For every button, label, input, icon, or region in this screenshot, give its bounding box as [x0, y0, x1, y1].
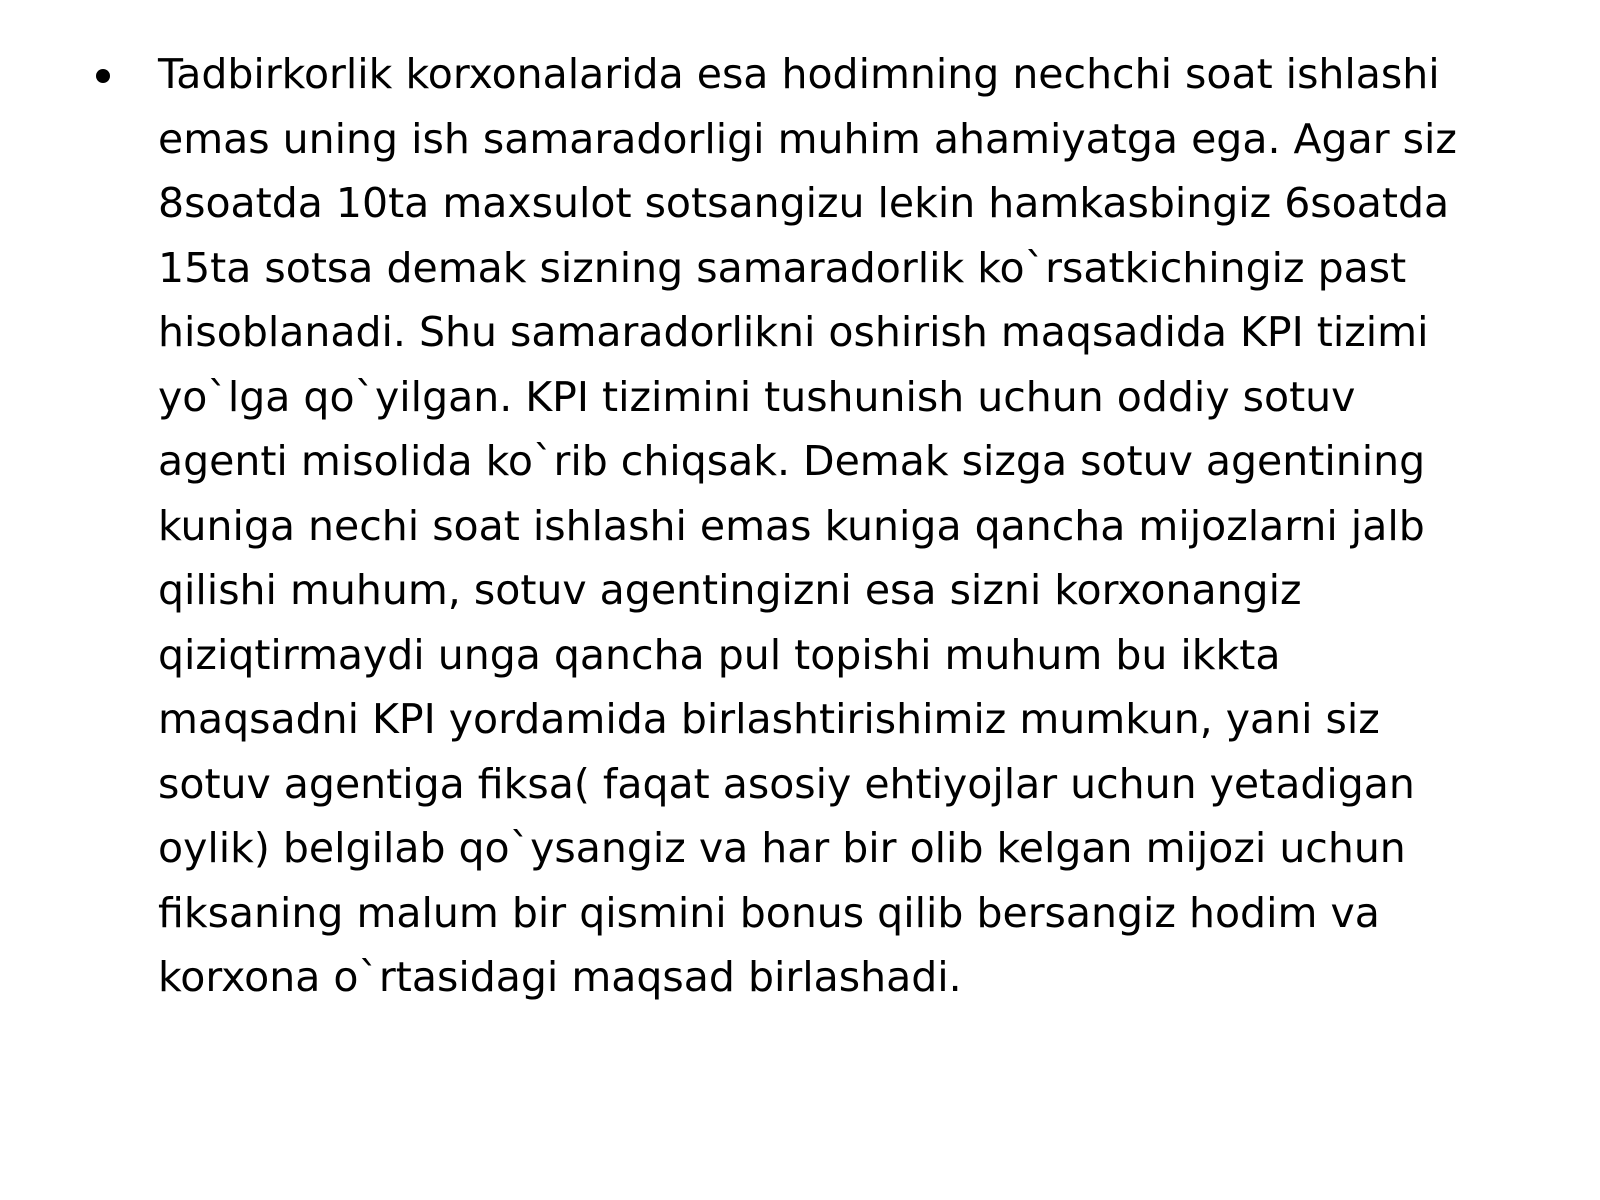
bullet-item [92, 42, 1552, 1010]
paragraph-line: korxona o`rtasidagi maqsad birlashadi. [158, 953, 962, 1001]
paragraph-line: emas uning ish samaradorligi muhim ahamiyatga ega. Agar siz [158, 114, 1457, 163]
paragraph-line: kuniga nechi soat ishlashi emas kuniga qancha mijozlarni jalb [158, 501, 1425, 550]
paragraph-line: sotuv agentiga fiksa( faqat asosiy ehtiyojlar uchun yetadigan [158, 759, 1415, 808]
paragraph-line: yo`lga qo`yilgan. KPI tizimini tushunish uchun oddiy sotuv [158, 372, 1356, 421]
paragraph-line: oylik) belgilab qo`ysangiz va har bir olib kelgan mijozi uchun [158, 824, 1406, 872]
paragraph-line: 15ta sotsa demak sizning samaradorlik ko`rsatkichingiz past [158, 243, 1407, 292]
paragraph-line: Tadbirkorlik korxonalarida esa hodimning nechchi soat ishlashi [158, 50, 1440, 98]
paragraph-line: agenti misolida ko`rib chiqsak. Demak sizga sotuv agentining [158, 437, 1426, 485]
paragraph-line: hisoblanadi. Shu samaradorlikni oshirish maqsadida KPI tizimi [158, 308, 1429, 356]
paragraph-line: fiksaning malum bir qismini bonus qilib bersangiz hodim va [158, 888, 1380, 937]
bullet-list [92, 42, 1552, 1010]
bullet-dot-icon [96, 69, 110, 83]
bullet-paragraph [158, 42, 1552, 1010]
paragraph-line: 8soatda 10ta maxsulot sotsangizu lekin hamkasbingiz 6soatda [158, 179, 1450, 227]
paragraph-line: maqsadni KPI yordamida birlashtirishimiz mumkun, yani siz [158, 695, 1380, 743]
paragraph-line: qiziqtirmaydi unga qancha pul topishi muhum bu ikkta [158, 630, 1281, 679]
paragraph-line: qilishi muhum, sotuv agentingizni esa sizni korxonangiz [158, 566, 1302, 614]
